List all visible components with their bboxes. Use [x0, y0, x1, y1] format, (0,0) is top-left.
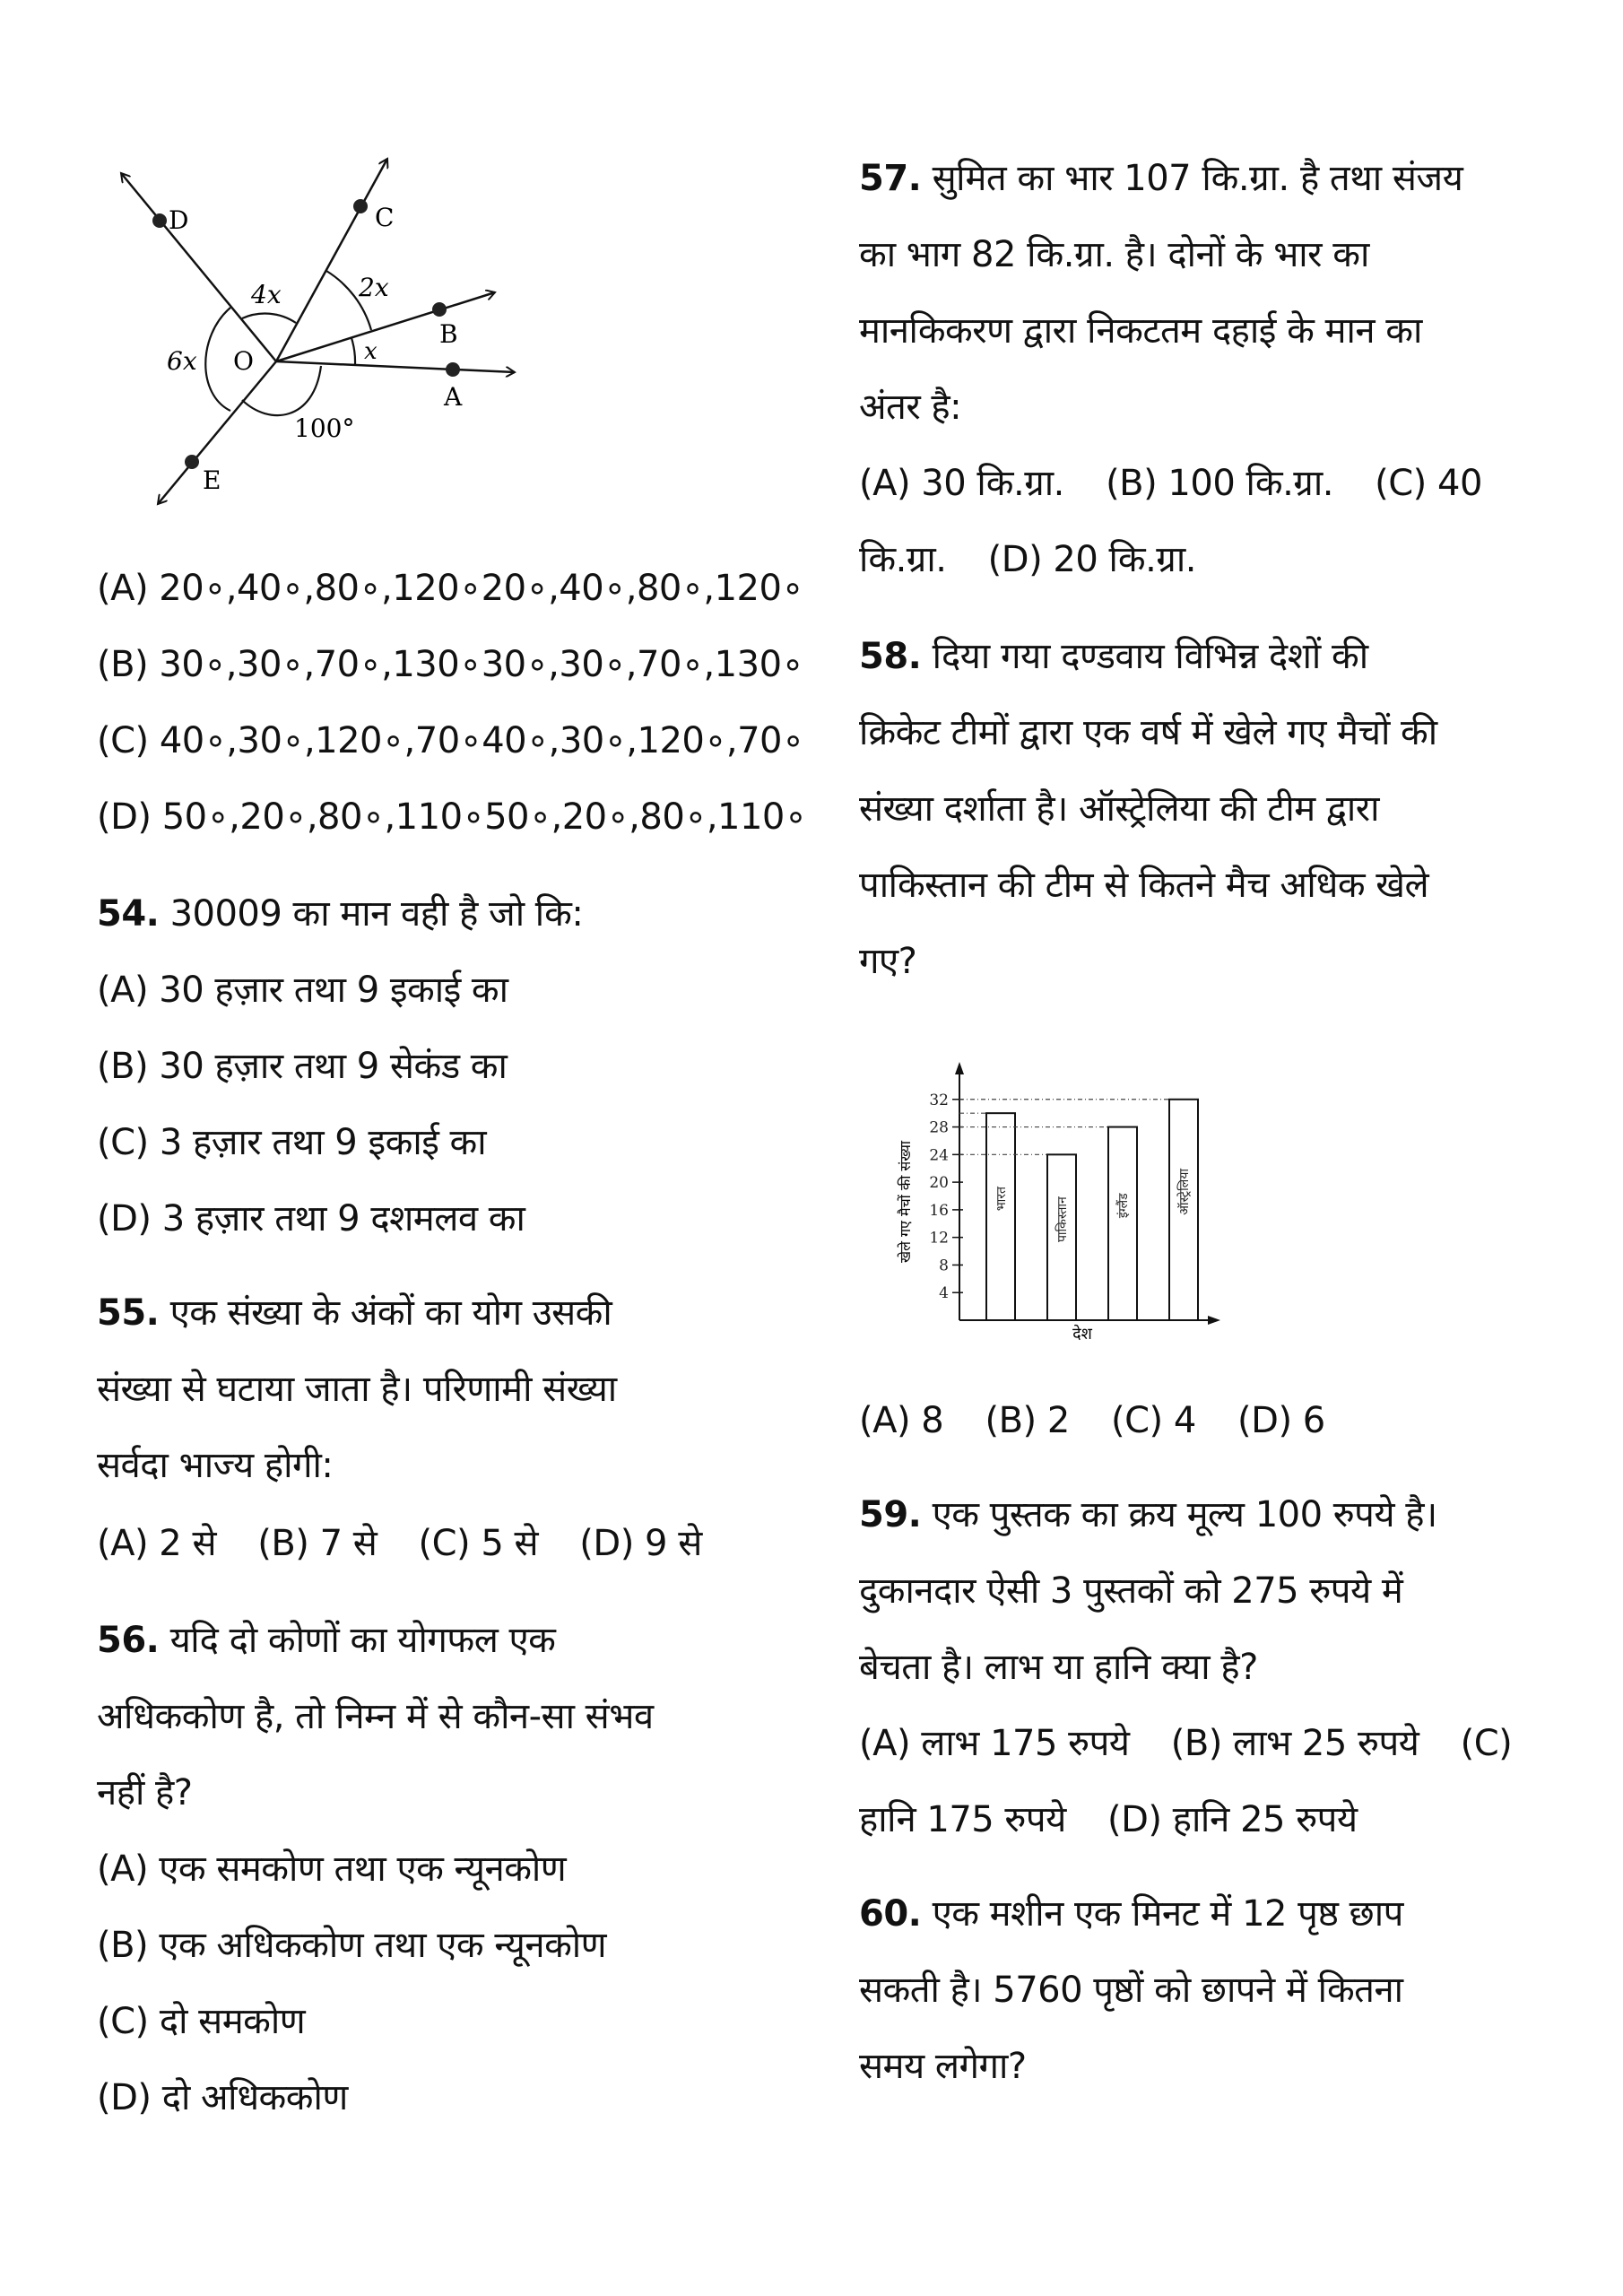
label-O: O — [233, 346, 254, 376]
y-tick-label: 32 — [929, 1091, 949, 1109]
q60-question-line-1 — [859, 1892, 1403, 1935]
q57-option-b: (B) 100 कि.ग्रा. — [1106, 463, 1333, 504]
q56-option-d: (D) दो अधिककोण — [97, 2077, 348, 2118]
ray-OD — [121, 173, 276, 361]
q58-option-d: (D) 6 — [1237, 1400, 1325, 1441]
q60-question-line-2: सकती है। 5760 पृष्ठों को छापने में कितना — [859, 1970, 1403, 2011]
q57-text-1: सुमित का भार 107 कि.ग्रा. है तथा संजय — [932, 158, 1463, 199]
q57-option-c: (C) 40 — [1375, 463, 1482, 504]
q56-option-a: (A) एक समकोण तथा एक न्यूनकोण — [97, 1848, 567, 1890]
bar-label: पाकिस्तान — [1055, 1196, 1070, 1243]
q56-number: 56. — [97, 1620, 160, 1661]
q56-text-1: यदि दो कोणों का योगफल एक — [169, 1620, 556, 1661]
q58-question-line-5: गए? — [859, 941, 917, 982]
y-tick-label: 8 — [939, 1257, 949, 1275]
x-axis-arrow-icon — [1208, 1316, 1220, 1325]
arc-100 — [242, 366, 321, 415]
q54-option-c: (C) 3 हज़ार तथा 9 इकाई का — [97, 1122, 487, 1163]
q59-text-1: एक पुस्तक का क्रय मूल्य 100 रुपये है। — [932, 1494, 1437, 1535]
bar-1 — [986, 1113, 1015, 1320]
q59-options-line-1 — [859, 1722, 1512, 1765]
q57-option-d: (D) 20 कि.ग्रा. — [987, 539, 1196, 580]
q58-option-a: (A) 8 — [859, 1400, 944, 1441]
q59-option-c: (C) — [1460, 1723, 1513, 1764]
q55-option-a: (A) 2 से — [97, 1523, 216, 1564]
bar-label: इंग्लैंड — [1116, 1193, 1131, 1219]
label-B: B — [439, 319, 458, 349]
point-E — [185, 455, 199, 469]
chart-xlabel: देश — [1072, 1325, 1092, 1344]
bar-label: ऑस्ट्रेलिया — [1177, 1169, 1192, 1215]
angle-diagram — [90, 135, 538, 529]
q57-question-line-4: अंतर है: — [859, 387, 962, 428]
q57-question-line-2: का भाग 82 कि.ग्रा. है। दोनों के भार का — [859, 234, 1369, 275]
q55-option-c: (C) 5 से — [418, 1523, 539, 1564]
label-x: x — [364, 338, 378, 365]
y-tick-label: 24 — [929, 1146, 949, 1165]
q53-option-a: (A) 20∘,40∘,80∘,120∘20∘,40∘,80∘,120∘ — [97, 568, 803, 609]
q60-text-1: एक मशीन एक मिनट में 12 पृष्ठ छाप — [932, 1893, 1403, 1935]
label-A: A — [444, 382, 463, 412]
q58-number: 58. — [859, 636, 922, 677]
q55-question-line-1 — [97, 1292, 612, 1335]
q56-question-line-3: नहीं है? — [97, 1772, 193, 1813]
q58-option-c: (C) 4 — [1111, 1400, 1196, 1441]
y-tick-label: 12 — [929, 1229, 949, 1248]
q53-option-b: (B) 30∘,30∘,70∘,130∘30∘,30∘,70∘,130∘ — [97, 644, 804, 685]
q59-question-line-1 — [859, 1493, 1437, 1536]
q58-question-line-4: पाकिस्तान की टीम से कितने मैच अधिक खेले — [859, 865, 1429, 906]
point-C — [353, 199, 368, 213]
label-D: D — [169, 205, 189, 235]
arc-6x — [205, 308, 230, 411]
q55-options — [97, 1522, 702, 1565]
q54-question — [97, 892, 583, 935]
arc-x — [352, 338, 355, 364]
q58-question-line-3: संख्या दर्शाता है। ऑस्ट्रेलिया की टीम द्वारा — [859, 788, 1379, 830]
q57-options-line-1 — [859, 462, 1482, 505]
label-E: E — [203, 465, 221, 495]
q59-options-line-2 — [859, 1798, 1358, 1841]
q59-number: 59. — [859, 1494, 922, 1535]
q56-question-line-1 — [97, 1619, 555, 1662]
q59-option-b: (B) लाभ 25 रुपये — [1170, 1723, 1419, 1764]
q57-option-a: (A) 30 कि.ग्रा. — [859, 463, 1064, 504]
y-tick-label: 28 — [929, 1118, 949, 1137]
q55-question-line-3: सर्वदा भाज्य होगी: — [97, 1445, 334, 1486]
q56-option-c: (C) दो समकोण — [97, 2001, 306, 2042]
q54-option-d: (D) 3 हज़ार तथा 9 दशमलव का — [97, 1198, 525, 1239]
q59-question-line-2: दुकानदार ऐसी 3 पुस्तकों को 275 रुपये में — [859, 1570, 1403, 1612]
bar-label: भारत — [994, 1186, 1009, 1212]
q60-question-line-3: समय लगेगा? — [859, 2046, 1027, 2087]
q59-option-c-text: हानि 175 रुपये — [859, 1799, 1066, 1840]
label-C: C — [375, 203, 395, 232]
q53-option-d: (D) 50∘,20∘,80∘,110∘50∘,20∘,80∘,110∘ — [97, 796, 807, 838]
label-4x: 4x — [251, 280, 282, 309]
q58-options — [859, 1399, 1325, 1442]
label-2x: 2x — [359, 273, 389, 302]
bar-3 — [1108, 1127, 1137, 1320]
point-D — [152, 213, 167, 228]
q54-option-a: (A) 30 हज़ार तथा 9 इकाई का — [97, 970, 508, 1011]
q55-number: 55. — [97, 1292, 160, 1334]
q59-option-a: (A) लाभ 175 रुपये — [859, 1723, 1130, 1764]
arc-4x — [242, 314, 296, 323]
q53-option-c: (C) 40∘,30∘,120∘,70∘40∘,30∘,120∘,70∘ — [97, 720, 804, 761]
y-tick-label: 4 — [939, 1284, 949, 1303]
q58-question-line-1 — [859, 635, 1368, 678]
q56-option-b: (B) एक अधिककोण तथा एक न्यूनकोण — [97, 1925, 607, 1966]
bar-chart — [883, 1049, 1242, 1359]
chart-ylabel: खेले गए मैचों की संख्या — [897, 1140, 914, 1264]
q57-options-line-2 — [859, 538, 1196, 581]
label-6x: 6x — [167, 346, 197, 376]
y-axis-arrow-icon — [955, 1062, 964, 1074]
point-B — [432, 302, 447, 317]
point-A — [446, 362, 460, 377]
q54-text: 30009 का मान वही है जो कि: — [169, 893, 584, 935]
q59-question-line-3: बेचता है। लाभ या हानि क्या है? — [859, 1647, 1258, 1688]
q57-option-c-unit: कि.ग्रा. — [859, 539, 947, 580]
q58-question-line-2: क्रिकेट टीमों द्वारा एक वर्ष में खेले गए मैचों की — [859, 712, 1437, 753]
q55-text-1: एक संख्या के अंकों का योग उसकी — [169, 1292, 612, 1334]
y-tick-label: 16 — [929, 1201, 949, 1220]
y-tick-label: 20 — [929, 1174, 949, 1193]
q57-number: 57. — [859, 158, 922, 199]
q60-number: 60. — [859, 1893, 922, 1935]
q57-question-line-1 — [859, 157, 1462, 200]
q55-option-b: (B) 7 से — [257, 1523, 378, 1564]
ray-OA — [276, 361, 515, 372]
q58-option-b: (B) 2 — [985, 1400, 1070, 1441]
q54-number: 54. — [97, 893, 160, 935]
q56-question-line-2: अधिककोण है, तो निम्न में से कौन-सा संभव — [97, 1696, 654, 1737]
label-100: 100° — [294, 413, 355, 443]
q57-question-line-3: मानकिकरण द्वारा निकटतम दहाई के मान का — [859, 310, 1422, 352]
q55-option-d: (D) 9 से — [579, 1523, 702, 1564]
q59-option-d: (D) हानि 25 रुपये — [1107, 1799, 1358, 1840]
q54-option-b: (B) 30 हज़ार तथा 9 सेकंड का — [97, 1046, 508, 1087]
q58-text-1: दिया गया दण्डवाय विभिन्न देशों की — [932, 636, 1368, 677]
q55-question-line-2: संख्या से घटाया जाता है। परिणामी संख्या — [97, 1369, 617, 1410]
